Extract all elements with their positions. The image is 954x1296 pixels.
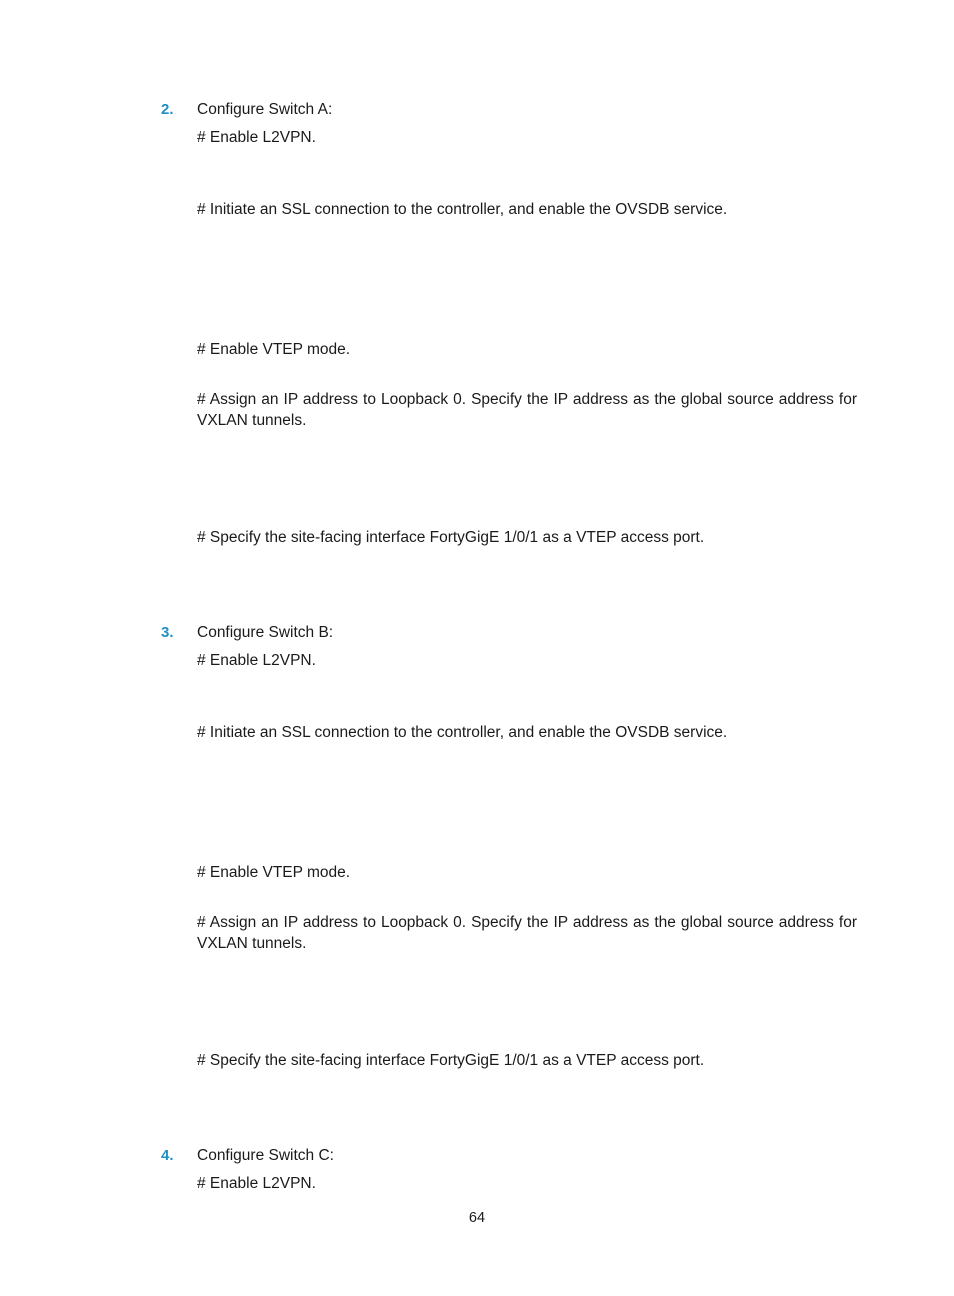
step-title-switch-b: Configure Switch B:: [197, 624, 334, 641]
instruction-enable-l2vpn: # Enable L2VPN.: [197, 652, 316, 669]
instruction-loopback-ip: # Assign an IP address to Loopback 0. Specify the IP address as the global source address for VXLAN tunnels.: [197, 914, 857, 952]
instruction-loopback-ip: # Assign an IP address to Loopback 0. Specify the IP address as the global source address for VXLAN tunnels.: [197, 391, 857, 429]
instruction-enable-vtep: # Enable VTEP mode.: [197, 864, 351, 881]
page-number: 64: [468, 1210, 486, 1226]
instruction-enable-l2vpn: # Enable L2VPN.: [197, 1175, 316, 1192]
instruction-access-port: # Specify the site-facing interface FortyGigE 1/0/1 as a VTEP access port.: [197, 1052, 705, 1069]
step-number-4: 4.: [161, 1147, 174, 1164]
step-number-2: 2.: [161, 101, 174, 118]
step-title-switch-a: Configure Switch A:: [197, 101, 333, 118]
step-title-switch-c: Configure Switch C:: [197, 1147, 334, 1164]
instruction-enable-l2vpn: # Enable L2VPN.: [197, 129, 316, 146]
instruction-ssl-ovsdb: # Initiate an SSL connection to the controller, and enable the OVSDB service.: [197, 201, 728, 218]
instruction-ssl-ovsdb: # Initiate an SSL connection to the controller, and enable the OVSDB service.: [197, 724, 728, 741]
step-number-3: 3.: [161, 624, 174, 641]
instruction-enable-vtep: # Enable VTEP mode.: [197, 341, 351, 358]
instruction-access-port: # Specify the site-facing interface FortyGigE 1/0/1 as a VTEP access port.: [197, 529, 705, 546]
